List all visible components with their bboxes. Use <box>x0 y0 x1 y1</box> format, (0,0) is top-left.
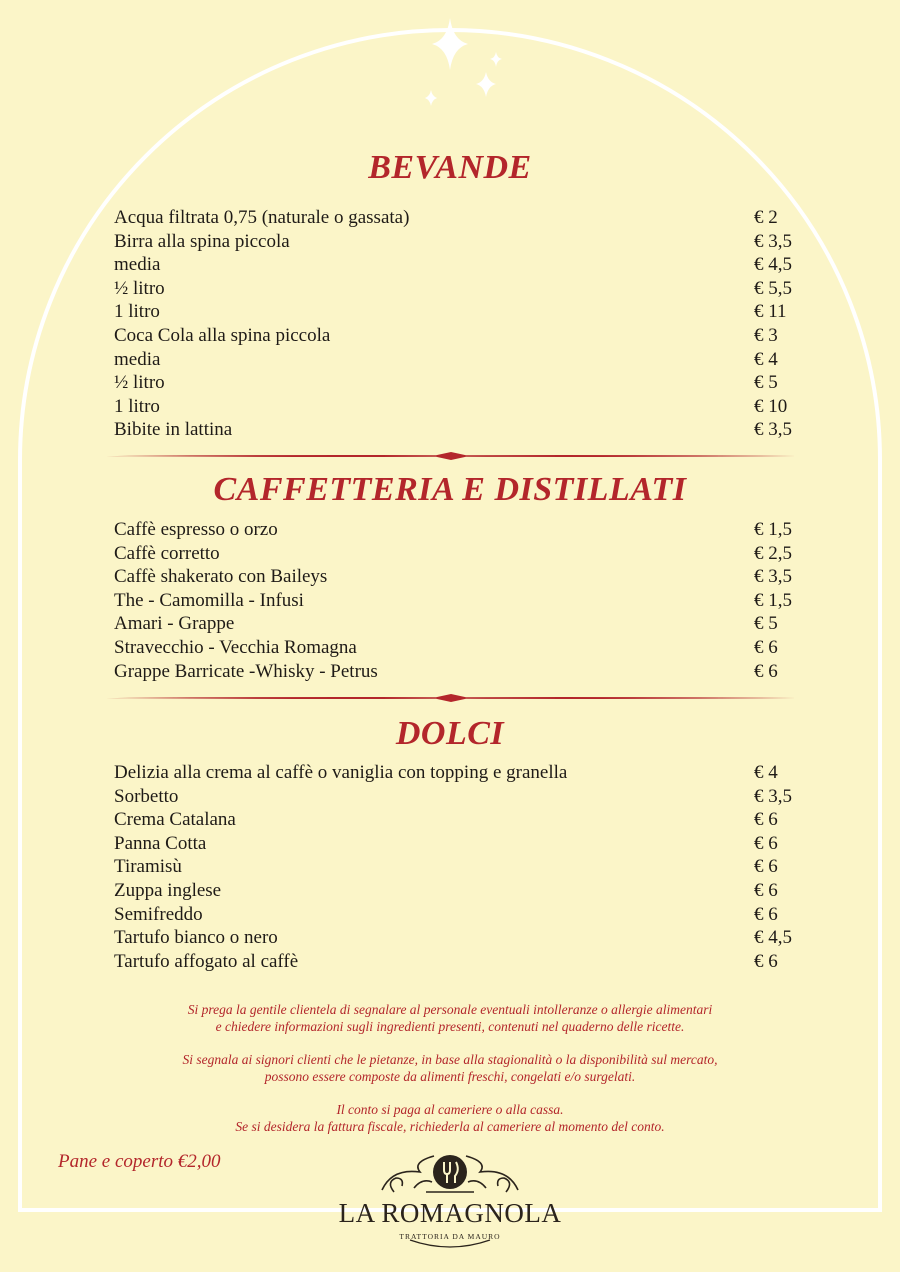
menu-item <box>114 418 804 442</box>
item-price: € 6 <box>754 950 778 972</box>
seasonality-note <box>90 1051 810 1085</box>
allergy-note <box>90 1001 810 1035</box>
note-line: e chiedere informazioni sugli ingredienti presenti, contenuti nel quaderno delle ricette. <box>215 1019 685 1034</box>
item-price: € 4,5 <box>754 254 792 276</box>
menu-item <box>114 230 804 254</box>
item-price: € 3,5 <box>754 566 792 588</box>
item-price: € 3 <box>754 324 778 346</box>
section-items-caffetteria <box>114 518 804 683</box>
menu-item <box>114 518 804 542</box>
note-line: Si segnala ai signori clienti che le pietanze, in base alla stagionalità o la disponibilità sul mercato, <box>182 1052 718 1067</box>
item-price: € 4,5 <box>754 927 792 949</box>
item-price: € 6 <box>754 903 778 925</box>
item-price: € 1,5 <box>754 589 792 611</box>
item-price: € 2 <box>754 207 778 228</box>
logo-name: LA ROMAGNOLA <box>338 1198 562 1228</box>
item-price: € 6 <box>754 832 778 854</box>
item-name: Semifreddo <box>114 903 203 925</box>
item-name: Stravecchio - Vecchia Romagna <box>114 636 357 658</box>
section-title-bevande: BEVANDE <box>368 149 532 186</box>
menu-item <box>114 300 804 324</box>
menu-item <box>114 277 804 301</box>
menu-item <box>114 903 804 927</box>
menu-item <box>114 636 804 660</box>
menu-item <box>114 808 804 832</box>
menu-item <box>114 855 804 879</box>
menu-item <box>114 395 804 419</box>
menu-item <box>114 565 804 589</box>
note-line: Si prega la gentile clientela di segnalare al personale eventuali intolleranze o allergie alimentari <box>187 1002 713 1017</box>
item-name: Tiramisù <box>114 856 182 878</box>
item-name: Delizia alla crema al caffè o vaniglia con topping e granella <box>114 762 568 783</box>
menu-item <box>114 371 804 395</box>
section-title-caffetteria: CAFFETTERIA E DISTILLATI <box>213 471 687 508</box>
item-name: Crema Catalana <box>114 809 236 831</box>
item-price: € 2,5 <box>754 542 792 564</box>
ornament-divider-icon <box>106 692 796 704</box>
star-sparkle-icon <box>432 18 468 70</box>
section-title-dolci: DOLCI <box>395 715 505 752</box>
star-sparkle-icon <box>490 52 502 67</box>
item-price: € 4 <box>754 348 778 370</box>
menu-item <box>114 660 804 684</box>
section-items-bevande <box>114 206 804 442</box>
item-price: € 6 <box>754 879 778 901</box>
item-price: € 1,5 <box>754 519 792 540</box>
menu-item <box>114 612 804 636</box>
item-price: € 3,5 <box>754 419 792 441</box>
item-name: Tartufo bianco o nero <box>114 927 278 949</box>
menu-item <box>114 785 804 809</box>
item-name: 1 litro <box>114 395 160 417</box>
item-name: 1 litro <box>114 301 160 323</box>
footer-notes <box>90 1001 810 1151</box>
menu-item <box>114 253 804 277</box>
item-name: Caffè shakerato con Baileys <box>114 566 328 588</box>
note-line: Se si desidera la fattura fiscale, richiederla al cameriere al momento del conto. <box>235 1119 665 1134</box>
item-name: The - Camomilla - Infusi <box>114 589 304 611</box>
item-price: € 5 <box>754 372 778 394</box>
logo-subtitle: TRATTORIA DA MAURO <box>399 1232 501 1241</box>
item-name: Bibite in lattina <box>114 419 233 441</box>
item-price: € 5 <box>754 613 778 635</box>
restaurant-logo <box>322 1148 578 1252</box>
item-name: Caffè espresso o orzo <box>114 519 278 540</box>
menu-item <box>114 926 804 950</box>
menu-item <box>114 206 804 230</box>
section-items-dolci <box>114 761 804 973</box>
payment-note <box>90 1101 810 1135</box>
item-name: Tartufo affogato al caffè <box>114 950 299 972</box>
item-name: Amari - Grappe <box>114 613 235 635</box>
item-name: Sorbetto <box>114 785 179 807</box>
item-name: media <box>114 254 161 276</box>
item-price: € 4 <box>754 762 778 783</box>
star-sparkle-icon <box>425 90 437 106</box>
ornament-divider-icon <box>106 450 796 462</box>
item-price: € 6 <box>754 660 778 682</box>
item-price: € 3,5 <box>754 230 792 252</box>
item-price: € 11 <box>754 301 787 323</box>
item-price: € 6 <box>754 856 778 878</box>
menu-item <box>114 324 804 348</box>
item-name: Acqua filtrata 0,75 (naturale o gassata) <box>114 207 410 228</box>
item-name: Zuppa inglese <box>114 879 222 901</box>
menu-item <box>114 589 804 613</box>
note-line: possono essere composte da alimenti freschi, congelati e/o surgelati. <box>264 1069 636 1084</box>
item-price: € 5,5 <box>754 277 792 299</box>
item-price: € 6 <box>754 636 778 658</box>
cover-charge: Pane e coperto €2,00 <box>58 1151 221 1172</box>
menu-item <box>114 950 804 974</box>
item-price: € 6 <box>754 809 778 831</box>
item-name: media <box>114 348 161 370</box>
item-name: Grappe Barricate -Whisky - Petrus <box>114 660 378 682</box>
item-name: Coca Cola alla spina piccola <box>114 324 331 346</box>
menu-item <box>114 348 804 372</box>
item-name: Panna Cotta <box>114 832 207 854</box>
item-price: € 10 <box>754 395 788 417</box>
star-sparkle-icon <box>476 72 496 97</box>
menu-item <box>114 761 804 785</box>
item-name: Birra alla spina piccola <box>114 230 290 252</box>
note-line: Il conto si paga al cameriere o alla cassa. <box>336 1102 564 1117</box>
item-name: ½ litro <box>114 277 165 299</box>
menu-item <box>114 832 804 856</box>
menu-item <box>114 879 804 903</box>
menu-item <box>114 542 804 566</box>
item-name: ½ litro <box>114 372 165 394</box>
item-price: € 3,5 <box>754 785 792 807</box>
item-name: Caffè corretto <box>114 542 220 564</box>
